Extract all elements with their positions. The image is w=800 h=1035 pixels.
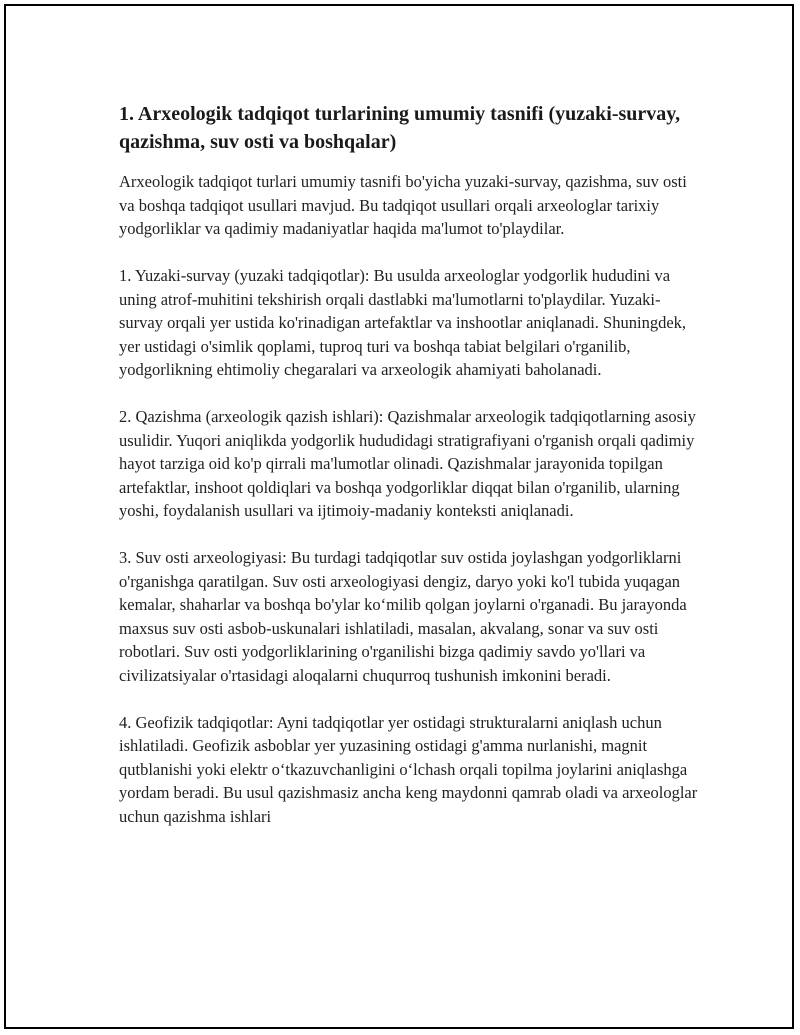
paragraph-underwater-archaeology: 3. Suv osti arxeologiyasi: Bu turdagi tadqiqotlar suv ostida joylashgan yodgorliklarni o'rganishga qaratilgan. Suv osti arxeologiyasi dengiz, daryo yoki ko'l tubida yuqagan kemalar, shaharlar va boshqa bo'ylar ko‘milib qolgan joylarni o'rganadi. Bu jarayonda maxsus suv osti asbob-uskunalari ishlatiladi, masalan, akvalang, sonar va suv osti robotlari. Suv osti yodgorliklarining o'rganilishi bizga qadimiy savdo yo'llari va civilizatsiyalar o'rtasidagi aloqalarni chuqurroq tushunish imkonini beradi. — [119, 548, 687, 685]
paragraph-surface-survey: 1. Yuzaki-survay (yuzaki tadqiqotlar): Bu usulda arxeologlar yodgorlik hududini va uning atrof-muhitini tekshirish orqali dastlabki ma'lumotlarni to'playdilar. Yuzaki-survay orqali yer ustida ko'rinadigan artefaktlar va inshootlar aniqlanadi. Shuningdek, yer ustidagi o'simlik qoplami, tuproq turi va boshqa tabiat belgilari o'rganilib, yodgorlikning ehtimoliy chegaralari va arxeologik ahamiyati baholanadi. — [119, 266, 687, 379]
paragraph-excavation: 2. Qazishma (arxeologik qazish ishlari): Qazishmalar arxeologik tadqiqotlarning asosiy usulidir. Yuqori aniqlikda yodgorlik hududidagi stratigrafiyani o'rganish orqali qadimiy hayot tarziga oid ko'p qirrali ma'lumotlar olinadi. Qazishmalar jarayonida topilgan artefaktlar, inshoot qoldiqlari va boshqa yodgorliklar diqqat bilan o'rganilib, ularning yoshi, foydalanish usullari va ijtimoiy-madaniy konteksti aniqlanadi. — [119, 407, 696, 520]
paragraph-geophysical-research: 4. Geofizik tadqiqotlar: Ayni tadqiqotlar yer ostidagi strukturalarni aniqlash uchun ishlatiladi. Geofizik asboblar yer yuzasining ostidagi g'amma nurlanishi, magnit qutblanishi yoki elektr o‘tkazuvchanligini o‘lchash orqali topilma joylarini aniqlashga yordam beradi. Bu usul qazishmasiz ancha keng maydonni qamrab oladi va arxeologlar uchun qazishma ishlari — [119, 712, 698, 826]
document-title: 1. Arxeologik tadqiqot turlarining umumiy tasnifi (yuzaki-survay, qazishma, suv osti va boshqalar) — [119, 103, 681, 153]
intro-paragraph: Arxeologik tadqiqot turlari umumiy tasnifi bo'yicha yuzaki-survay, qazishma, suv osti va boshqa tadqiqot usullari mavjud. Bu tadqiqot usullari orqali arxeologlar tarixiy yodgorliklar va qadimiy madaniyatlar haqida ma'lumot to'playdilar. — [119, 172, 687, 238]
document-page — [4, 4, 794, 1029]
document-body — [119, 94, 699, 828]
